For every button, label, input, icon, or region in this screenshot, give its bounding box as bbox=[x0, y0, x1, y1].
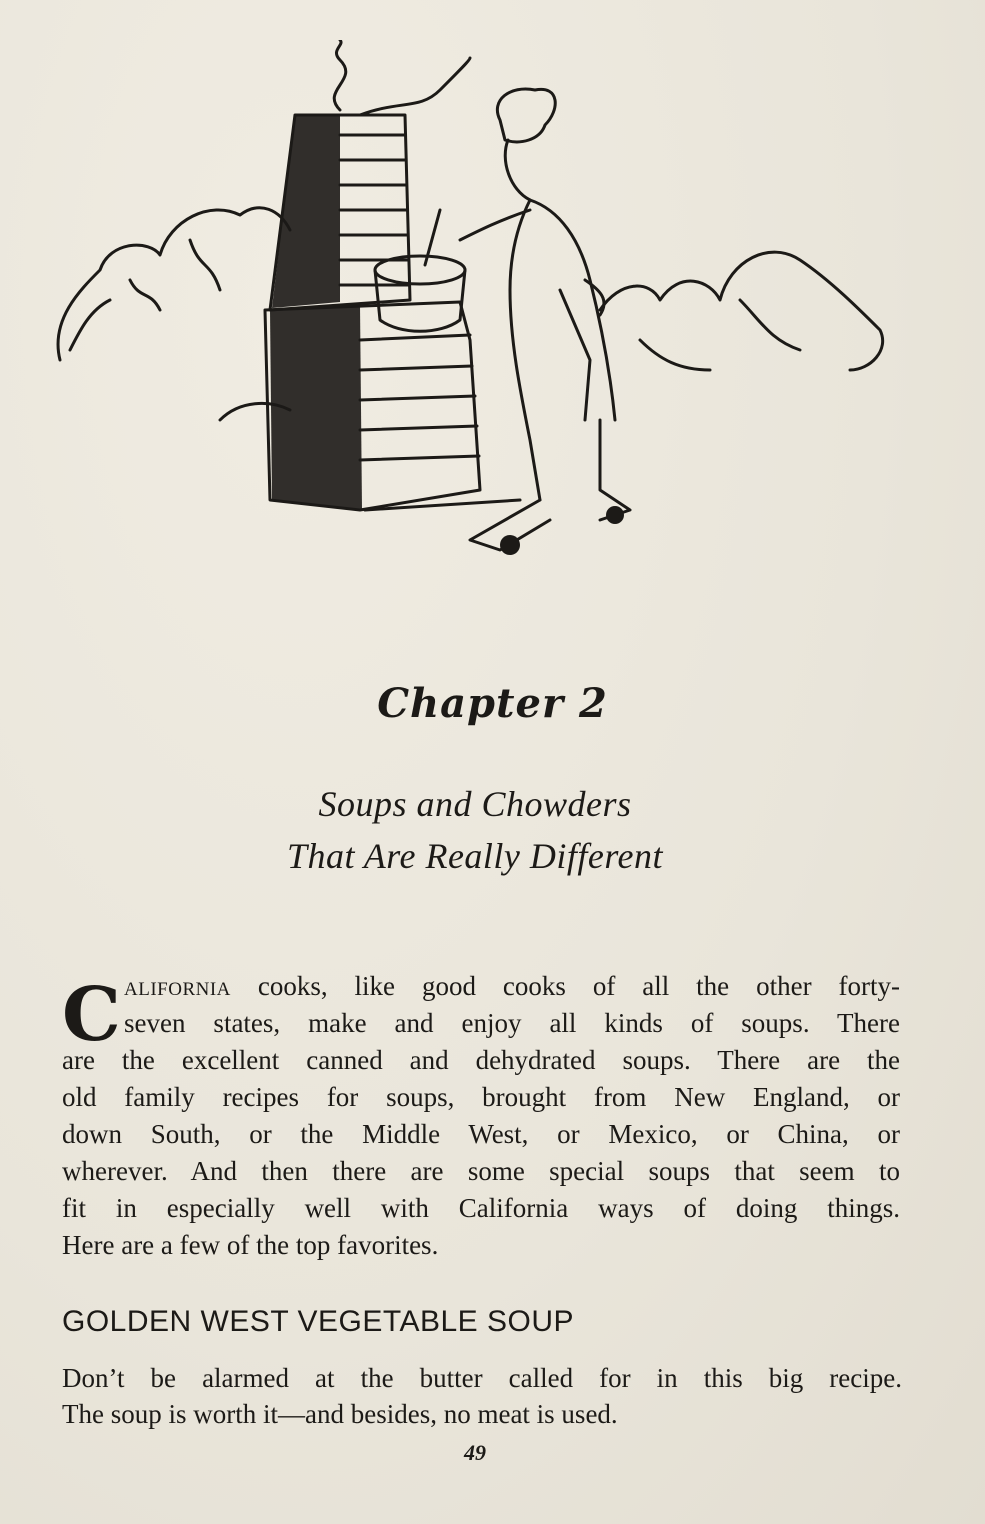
chef-barbecue-illustration bbox=[40, 40, 900, 580]
intro-line-8: Here are a few of the top favorites. bbox=[62, 1230, 439, 1260]
intro-line-4: old family recipes for soups, brought from New England, or bbox=[62, 1082, 900, 1112]
chapter-title bbox=[0, 778, 950, 882]
intro-smallcaps-lead: alifornia bbox=[124, 971, 231, 1001]
intro-line-5: down South, or the Middle West, or Mexico, or China, or bbox=[62, 1119, 900, 1149]
recipe-heading: GOLDEN WEST VEGETABLE SOUP bbox=[62, 1305, 575, 1338]
recipe-intro bbox=[62, 1360, 902, 1432]
recipe-intro-line-1: Don’t be alarmed at the butter called for in this big recipe. bbox=[62, 1363, 902, 1393]
recipe-intro-line-2: The soup is worth it—and besides, no meat is used. bbox=[62, 1399, 618, 1429]
intro-line-2: seven states, make and enjoy all kinds of soups. There bbox=[124, 1008, 900, 1038]
drop-cap: C bbox=[62, 972, 121, 1058]
chapter-title-line-2: That Are Really Different bbox=[286, 836, 664, 876]
intro-line-3: are the excellent canned and dehydrated soups. There are the bbox=[62, 1045, 900, 1075]
page-number: 49 bbox=[464, 1440, 486, 1465]
intro-first-line-rest: cooks, like good cooks of all the other forty- bbox=[230, 971, 900, 1001]
chapter-title-line-1: Soups and Chowders bbox=[318, 784, 632, 824]
intro-line-1 bbox=[62, 968, 900, 1005]
intro-line-7: fit in especially well with California ways of doing things. bbox=[62, 1193, 900, 1223]
intro-paragraph bbox=[62, 968, 900, 1264]
intro-line-6: wherever. And then there are some special soups that seem to bbox=[62, 1156, 900, 1186]
chapter-number: Chapter 2 bbox=[377, 680, 608, 727]
